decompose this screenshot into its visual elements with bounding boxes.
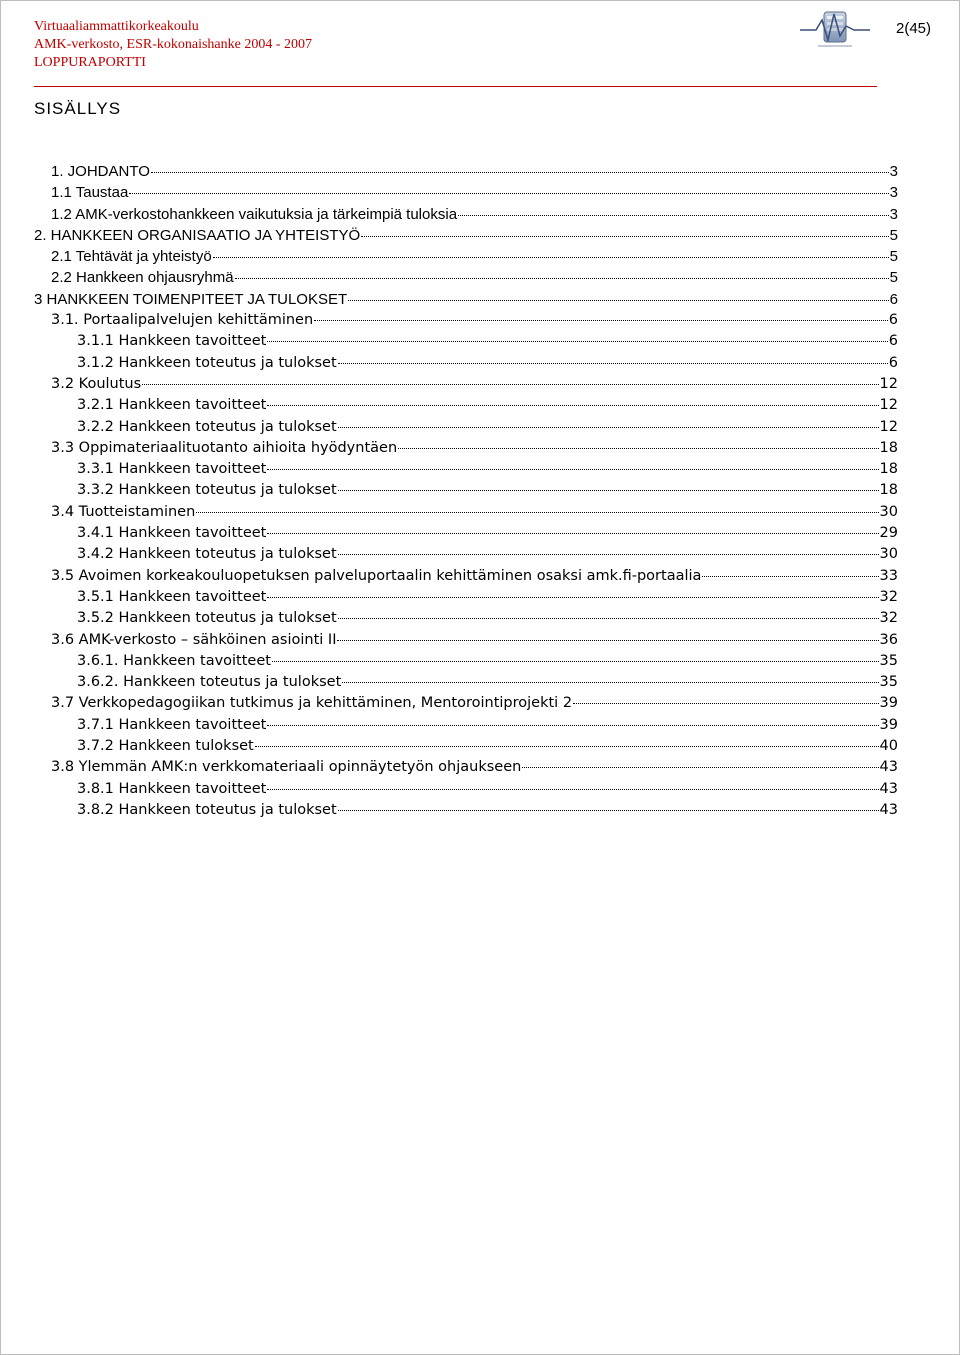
toc-entry[interactable] — [0, 395, 898, 416]
toc-entry[interactable] — [0, 779, 898, 800]
toc-dot-leader — [267, 596, 878, 598]
toc-dot-leader — [267, 788, 878, 790]
toc-entry[interactable] — [0, 566, 898, 587]
toc-entry-label: 3.4 Tuotteistaminen — [51, 503, 196, 520]
toc-entry[interactable] — [0, 225, 898, 246]
toc-dot-leader — [338, 617, 879, 619]
toc-entry-label: 1. JOHDANTO — [51, 163, 150, 180]
toc-entry-label: 3.3.2 Hankkeen toteutus ja tulokset — [77, 482, 337, 499]
toc-entry-label: 3.6.2. Hankkeen toteutus ja tulokset — [77, 674, 342, 691]
toc-dot-leader — [348, 299, 889, 301]
toc-entry-label: 3.1.1 Hankkeen tavoitteet — [77, 333, 267, 350]
toc-dot-leader — [151, 171, 889, 173]
toc-entry-page-number: 33 — [879, 567, 898, 584]
toc-entry-page-number: 3 — [889, 205, 898, 223]
vamk-logo-icon — [798, 8, 872, 50]
toc-dot-leader — [338, 426, 879, 428]
toc-entry[interactable] — [0, 182, 898, 203]
toc-dot-leader — [337, 639, 878, 641]
toc-entry-label: 3.1. Portaalipalvelujen kehittäminen — [51, 312, 314, 329]
toc-dot-leader — [522, 766, 878, 768]
toc-entry[interactable] — [0, 267, 898, 288]
toc-entry[interactable] — [0, 544, 898, 565]
toc-entry[interactable] — [0, 587, 898, 608]
toc-dot-leader — [338, 362, 888, 364]
toc-entry[interactable] — [0, 672, 898, 693]
toc-entry[interactable] — [0, 310, 898, 331]
toc-entry[interactable] — [0, 353, 898, 374]
toc-dot-leader — [573, 702, 879, 704]
toc-entry-page-number: 12 — [879, 397, 898, 414]
toc-entry-page-number: 5 — [889, 248, 898, 266]
toc-entry[interactable] — [0, 246, 898, 267]
toc-dot-leader — [213, 256, 889, 258]
toc-entry-label: 3.1.2 Hankkeen toteutus ja tulokset — [77, 354, 337, 371]
toc-entry-page-number: 18 — [879, 461, 898, 478]
toc-entry[interactable] — [0, 651, 898, 672]
toc-entry-label: 3.2.2 Hankkeen toteutus ja tulokset — [77, 418, 337, 435]
toc-dot-leader — [267, 724, 878, 726]
toc-dot-leader — [338, 489, 879, 491]
header-report-type: LOPPURAPORTTI — [34, 55, 146, 70]
toc-dot-leader — [255, 745, 879, 747]
toc-dot-leader — [267, 532, 878, 534]
toc-entry-label: 3.6 AMK-verkosto – sähköinen asiointi II — [51, 631, 337, 648]
toc-entry-page-number: 43 — [879, 780, 898, 797]
toc-entry-page-number: 39 — [879, 695, 898, 712]
toc-entry-page-number: 18 — [879, 439, 898, 456]
toc-entry-label: 2.2 Hankkeen ohjausryhmä — [51, 269, 234, 287]
toc-dot-leader — [342, 681, 878, 683]
toc-entry-label: 3.2.1 Hankkeen tavoitteet — [77, 397, 267, 414]
toc-entry-label: 3.2 Koulutus — [51, 375, 142, 392]
document-header — [34, 18, 312, 72]
toc-entry-page-number: 3 — [889, 184, 898, 202]
toc-entry[interactable] — [0, 459, 898, 480]
toc-entry-page-number: 6 — [889, 290, 898, 308]
toc-entry-label: 2. HANKKEEN ORGANISAATIO JA YHTEISTYÖ — [34, 226, 361, 244]
toc-entry-page-number: 12 — [879, 418, 898, 435]
toc-entry[interactable] — [0, 608, 898, 629]
toc-entry[interactable] — [0, 757, 898, 778]
toc-entry-page-number: 12 — [879, 375, 898, 392]
toc-entry-label: 3.7.2 Hankkeen tulokset — [77, 738, 254, 755]
toc-dot-leader — [338, 553, 879, 555]
toc-entry-page-number: 5 — [889, 226, 898, 244]
toc-entry[interactable] — [0, 480, 898, 501]
toc-entry-label: 3.5.2 Hankkeen toteutus ja tulokset — [77, 610, 337, 627]
toc-entry-page-number: 32 — [879, 588, 898, 605]
toc-entry[interactable] — [0, 693, 898, 714]
toc-entry-page-number: 3 — [889, 163, 898, 180]
toc-entry[interactable] — [0, 630, 898, 651]
toc-entry-label: 2.1 Tehtävät ja yhteistyö — [51, 248, 212, 266]
toc-entry-page-number: 30 — [879, 503, 898, 520]
toc-dot-leader — [129, 192, 888, 194]
header-project: AMK-verkosto, ESR-kokonaishanke 2004 - 2007 — [34, 37, 313, 52]
toc-entry-page-number: 5 — [889, 269, 898, 287]
table-of-contents — [0, 161, 960, 821]
toc-dot-leader — [142, 383, 878, 385]
toc-dot-leader — [267, 340, 887, 342]
toc-entry[interactable] — [0, 523, 898, 544]
toc-entry[interactable] — [0, 374, 898, 395]
toc-entry-page-number: 36 — [879, 631, 898, 648]
toc-entry-page-number: 6 — [888, 312, 898, 329]
toc-entry[interactable] — [0, 161, 898, 182]
toc-dot-leader — [398, 447, 878, 449]
page-number: 2(45) — [896, 20, 932, 37]
toc-dot-leader — [361, 235, 888, 237]
toc-entry-label: 3.3 Oppimateriaalituotanto aihioita hyödyntäen — [51, 439, 398, 456]
toc-entry-page-number: 29 — [879, 525, 898, 542]
toc-entry-page-number: 35 — [879, 674, 898, 691]
toc-entry-label: 3.5.1 Hankkeen tavoitteet — [77, 588, 267, 605]
toc-dot-leader — [235, 277, 889, 279]
toc-dot-leader — [702, 575, 878, 577]
toc-entry[interactable] — [0, 331, 898, 352]
toc-entry-page-number: 6 — [888, 354, 898, 371]
toc-entry-label: 3.4.1 Hankkeen tavoitteet — [77, 525, 267, 542]
toc-entry[interactable] — [0, 800, 898, 821]
toc-entry-page-number: 43 — [879, 801, 898, 818]
toc-entry-page-number: 39 — [879, 716, 898, 733]
toc-entry-label: 3.6.1. Hankkeen tavoitteet — [77, 652, 271, 669]
toc-dot-leader — [196, 511, 878, 513]
toc-dot-leader — [267, 468, 878, 470]
toc-dot-leader — [267, 404, 878, 406]
toc-entry-label: 1.2 AMK-verkostohankkeen vaikutuksia ja tärkeimpiä tuloksia — [51, 205, 458, 223]
toc-entry[interactable] — [0, 438, 898, 459]
toc-entry-label: 3 HANKKEEN TOIMENPITEET JA TULOKSET — [34, 290, 348, 308]
toc-entry-label: 3.8.2 Hankkeen toteutus ja tulokset — [77, 801, 337, 818]
toc-entry-page-number: 30 — [879, 546, 898, 563]
toc-entry-page-number: 32 — [879, 610, 898, 627]
toc-entry[interactable] — [0, 204, 898, 225]
toc-dot-leader — [272, 660, 879, 662]
toc-entry-page-number: 18 — [879, 482, 898, 499]
toc-entry-label: 3.8.1 Hankkeen tavoitteet — [77, 780, 267, 797]
toc-entry[interactable] — [0, 417, 898, 438]
header-organization: Virtuaaliammattikorkeakoulu — [34, 19, 199, 34]
toc-entry-label: 3.5 Avoimen korkeakouluopetuksen palveluportaalin kehittäminen osaksi amk.fi-portaalia — [51, 567, 702, 584]
toc-entry-page-number: 40 — [879, 738, 898, 755]
toc-entry[interactable] — [0, 715, 898, 736]
page-title: SISÄLLYS — [34, 99, 122, 118]
toc-entry-page-number: 6 — [888, 333, 898, 350]
toc-dot-leader — [458, 214, 889, 216]
toc-entry-page-number: 43 — [879, 759, 898, 776]
toc-entry-label: 3.8 Ylemmän AMK:n verkkomateriaali opinnäytetyön ohjaukseen — [51, 759, 522, 776]
toc-entry-page-number: 35 — [879, 652, 898, 669]
toc-entry-label: 3.4.2 Hankkeen toteutus ja tulokset — [77, 546, 337, 563]
toc-entry-label: 3.3.1 Hankkeen tavoitteet — [77, 461, 267, 478]
toc-entry[interactable] — [0, 736, 898, 757]
toc-entry[interactable] — [0, 289, 898, 310]
toc-entry[interactable] — [0, 502, 898, 523]
toc-dot-leader — [314, 319, 888, 321]
toc-dot-leader — [338, 809, 879, 811]
header-divider — [34, 86, 877, 87]
toc-entry-label: 3.7.1 Hankkeen tavoitteet — [77, 716, 267, 733]
toc-entry-label: 1.1 Taustaa — [51, 184, 129, 202]
toc-entry-label: 3.7 Verkkopedagogiikan tutkimus ja kehittäminen, Mentorointiprojekti 2 — [51, 695, 573, 712]
